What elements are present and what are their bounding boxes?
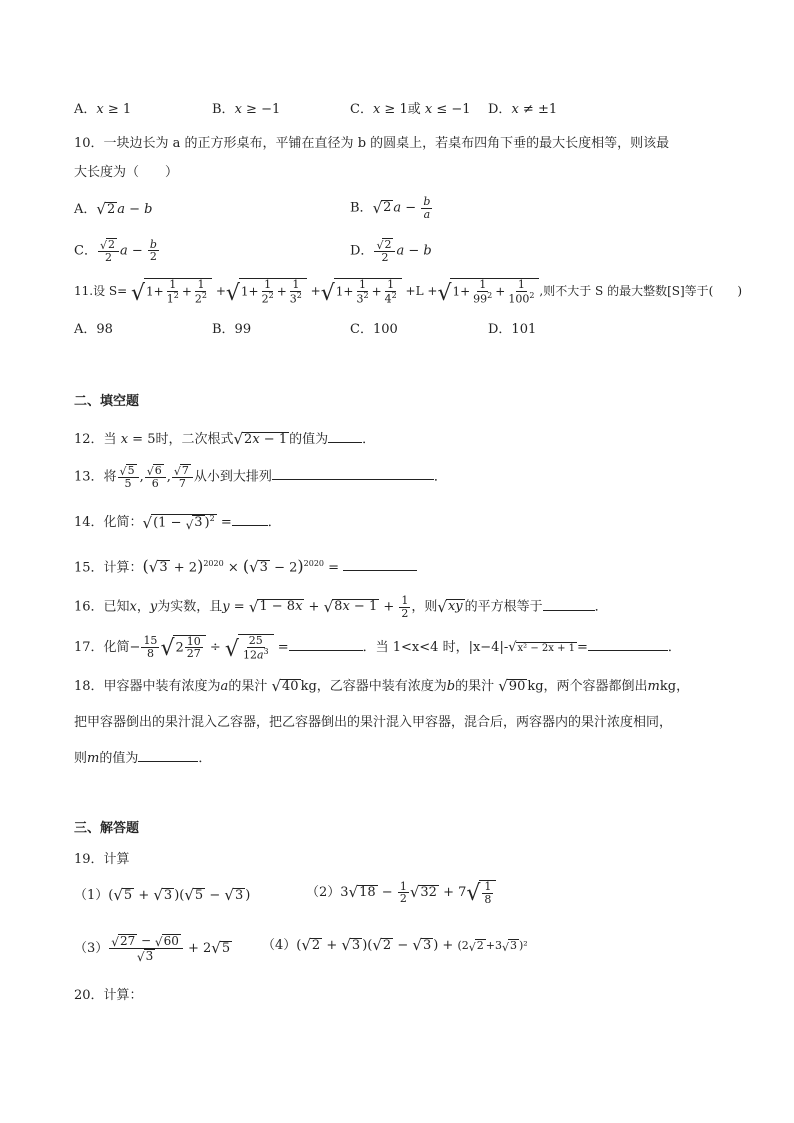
q10-line1: 10．一块边长为 a 的正方形桌布，平铺在直径为 b 的圆桌上，若桌布四角下垂的最大长度相等，则该最 bbox=[74, 136, 670, 151]
q17-line: 17．化简− $\frac{15}{8}$ √ 2 $\frac{10}{27}$ ÷ √ $\frac{25}{12a^3}$ = ．当 1<x<4 时，|x−4|- √ x² − 2x + 1 = ． bbox=[74, 634, 681, 662]
q14-line: 14．化简： √ (1 − √ 3 )$^2$ = ． bbox=[74, 511, 281, 533]
q10-option-d: D． √ 2 2 a − b bbox=[350, 238, 432, 265]
q11-option-c: C．100 bbox=[350, 322, 398, 337]
q13-line: 13．将 √ 5 5 , √ 6 6 , √ 7 7 从小到大排列 ． bbox=[74, 464, 447, 491]
q12-line: 12．当 x = 5时，二次根式 √ 2x − 1 的值为 ． bbox=[74, 428, 375, 450]
q16-line: 16．已知x，y为实数，且y = √ 1 − 8x + √ 8x − 1 + $\frac{1}{2}$ ，则 √ xy 的平方根等于 ． bbox=[74, 594, 608, 620]
q10-option-b: B． √ 2 a − $\frac{b}{a}$ bbox=[350, 195, 431, 221]
q20-title: 20．计算： bbox=[74, 988, 143, 1003]
q9-option-b: B．x ≥ −1 bbox=[212, 102, 281, 117]
q10-option-c: C． √ 2 2 a − $\frac{b}{2}$ bbox=[74, 237, 157, 265]
q19-title: 19．计算 bbox=[74, 852, 130, 867]
q11-option-a: A．98 bbox=[74, 322, 113, 337]
q11-line: 11.设 S= √ 1+ $\frac{1}{1^2}$ + $\frac{1}{2^2}$ + √ 1+ $\frac{1}{2^2}$ + $\frac{1}{3^2}$ + √ 1+ $\frac{1}{3^2}$ + $\frac{1}{4^2}$ +L + √ 1+ $\frac{1}{99^2}$ + $\frac{1}{100^2}$ ,则不大于 S 的最大整数[S]等于( ) bbox=[74, 278, 743, 306]
q11-option-b: B．99 bbox=[212, 322, 252, 337]
q10-option-a: A． √ 2 a − b bbox=[74, 200, 153, 219]
q10-line2: 大长度为（ ） bbox=[74, 165, 179, 180]
q18-line2: 把甲容器倒出的果汁混入乙容器，把乙容器倒出的果汁混入甲容器，混合后，两容器内的果汁浓度相同， bbox=[74, 715, 673, 730]
q18-line1: 18．甲容器中装有浓度为a的果汁 √ 40 kg，乙容器中装有浓度为b的果汁 √ 90 kg，两个容器都倒出mkg， bbox=[74, 677, 690, 696]
q9-option-d: D．x ≠ ±1 bbox=[488, 102, 558, 117]
q9-option-a: A．x ≥ 1 bbox=[74, 102, 132, 117]
section3-title: 三、解答题 bbox=[74, 821, 140, 836]
q19-part3: （3） √ 27 − √ 60 √ 3 + 2 √ 5 bbox=[74, 933, 231, 965]
section2-title: 二、填空题 bbox=[74, 394, 140, 409]
q19-part4: （4）( √ 2 + √ 3 )( √ 2 − √ 3 ) + (2 √ 2 +3 √ 3 )² bbox=[262, 936, 528, 955]
q19-part2: （2）3 √ 18 − $\frac{1}{2}$ √ 32 + 7 √ $\frac{1}{8}$ bbox=[306, 880, 496, 905]
q19-part1: （1）( √ 5 + √ 3 )( √ 5 − √ 3 ) bbox=[74, 886, 251, 905]
q15-line: 15．计算：( √ 3 + 2)$^{2020}$ × ( √ 3 − 2)$^{2020}$ = bbox=[74, 554, 417, 578]
q11-option-d: D．101 bbox=[488, 322, 537, 337]
q9-option-c: C．x ≥ 1或 x ≤ −1 bbox=[350, 102, 471, 117]
q18-line3: 则m的值为 ． bbox=[74, 747, 211, 769]
